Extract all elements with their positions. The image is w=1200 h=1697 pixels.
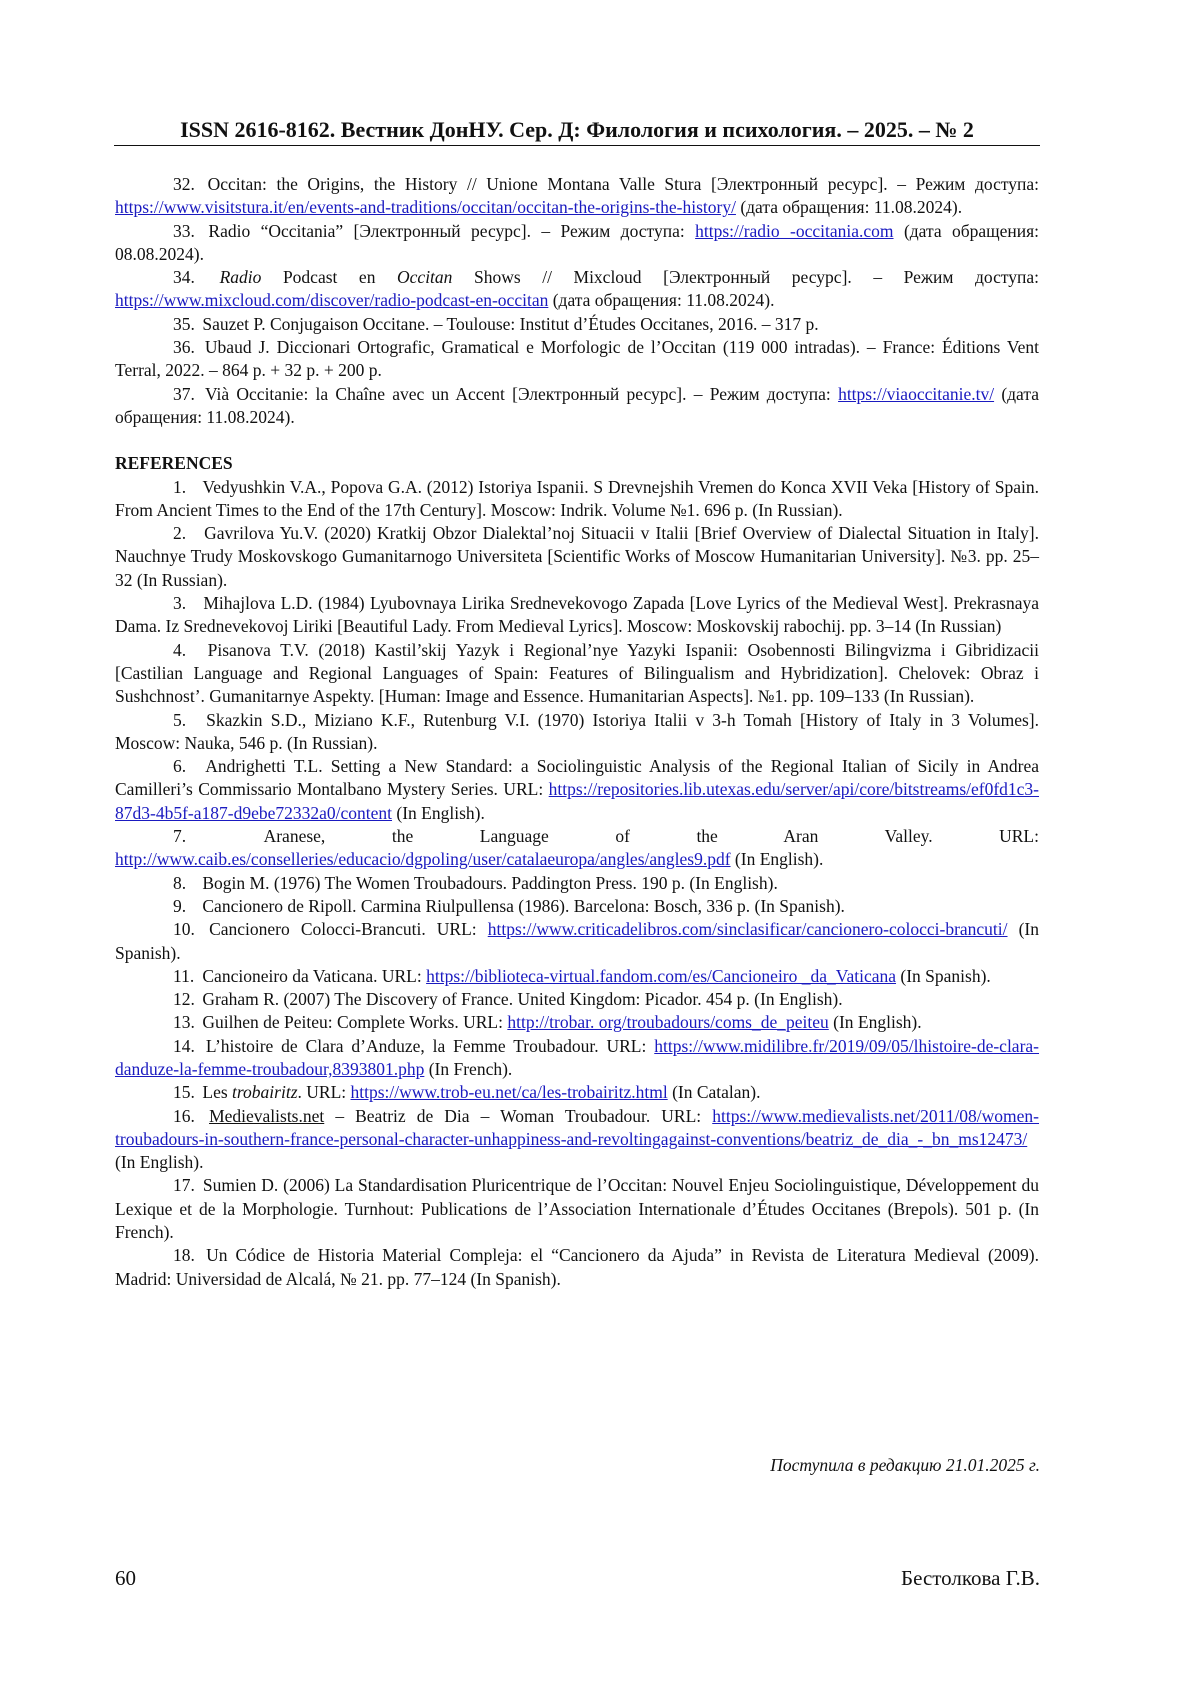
reference-entry: 7. Aranese, the Language of the Aran Valley. URL: http://www.caib.es/conselleries/educacio/dgpoling/user/catalaeuropa/angles/angles9.pdf (In English). <box>115 826 1039 870</box>
journal-header: ISSN 2616-8162. Вестник ДонНУ. Сер. Д: Филология и психология. – 2025. – № 2 <box>114 116 1040 146</box>
page-content <box>115 173 1039 1291</box>
reference-link[interactable]: https://repositories.lib.utexas.edu/server/api/core/bitstreams/ef0fd1c3-87d3-4b5f-a187-d9ebe72332a0/content <box>115 779 1040 823</box>
reference-entry: 14. L’histoire de Clara d’Anduze, la Femme Troubadour. URL: https://www.midilibre.fr/2019/09/05/lhistoire-de-clara-danduze-la-femme-troubadour,8393801.php (In French). <box>115 1035 1040 1079</box>
reference-entry: 10. Cancionero Colocci-Brancuti. URL: https://www.criticadelibros.com/sinclasificar/cancionero-colocci-brancuti/ (In Spanish). <box>115 919 1039 963</box>
source-link[interactable]: https://radio -occitania.com <box>695 220 894 241</box>
reference-entry: 9. Cancionero de Ripoll. Carmina Riulpullensa (1986). Barcelona: Bosch, 336 p. (In Spanish). <box>173 895 845 916</box>
reference-entry: 5. Skazkin S.D., Miziano K.F., Rutenburg V.I. (1970) Istoriya Italii v 3-h Tomah [History of Italy in 3 Volumes]. Moscow: Nauka, 546 p. (In Russian). <box>115 709 1039 753</box>
reference-entry: 13. Guilhen de Peiteu: Complete Works. URL: http://trobar. org/troubadours/coms_de_peiteu (In English). <box>173 1012 922 1033</box>
source-entry: 37. Vià Occitanie: la Chaîne avec un Accent [Электронный ресурс]. – Режим доступа: https://viaoccitanie.tv/ (дата обращения: 11.08.2024). <box>115 383 1040 427</box>
reference-entry: 18. Un Códice de Historia Material Compleja: el “Cancionero da Ajuda” in Revista de Literatura Medieval (2009). Madrid: Universidad de Alcalá, № 21. pp. 77–124 (In Spanish). <box>115 1245 1040 1289</box>
received-date: Поступила в редакцию 21.01.2025 г. <box>770 1455 1040 1475</box>
reference-link[interactable]: https://biblioteca-virtual.fandom.com/es/Cancioneiro _da_Vaticana <box>426 965 897 986</box>
source-entry: 35. Sauzet P. Conjugaison Occitane. – Toulouse: Institut d’Études Occitanes, 2016. – 317 p. <box>173 313 819 334</box>
reference-link[interactable]: https://www.medievalists.net/2011/08/women-troubadours-in-southern-france-personal-character-unhappiness-and-revoltingagainst-conventions/beatriz_de_dia_-_bn_ms12473/ <box>115 1105 1040 1149</box>
reference-entry: 2. Gavrilova Yu.V. (2020) Kratkij Obzor Dialektal’noj Situacii v Italii [Brief Overview of Dialectal Situation in Italy]. Nauchnye Trudy Moskovskogo Gumanitarnogo Universiteta [Scientific Works of Moscow Humanitarian University]. №3. pp. 25–32 (In Russian). <box>115 523 1039 590</box>
reference-entry: 16. Medievalists.net – Beatriz de Dia – Woman Troubadour. URL: https://www.medievalists.net/2011/08/women-troubadours-in-southern-france-personal-character-unhappiness-and-revoltingagainst-conventions/beatriz_de_dia_-_bn_ms12473/ (In English). <box>115 1105 1040 1173</box>
medievalists-link[interactable]: Medievalists.net <box>209 1105 325 1126</box>
reference-link[interactable]: http://trobar. org/troubadours/coms_de_peiteu <box>507 1012 829 1033</box>
reference-link[interactable]: https://www.midilibre.fr/2019/09/05/lhistoire-de-clara-danduze-la-femme-troubadour,8393801.php <box>115 1035 1040 1079</box>
source-entry: 34. Radio Podcast en Occitan Shows // Mixcloud [Электронный ресурс]. – Режим доступа: https://www.mixcloud.com/discover/radio-podcast-en-occitan (дата обращения: 11.08.2024). <box>115 267 1040 311</box>
reference-entry: 17. Sumien D. (2006) La Standardisation Pluricentrique de l’Occitan: Nouvel Enjeu Sociolinguistique, Développement du Lexique et de la Morphologie. Turnhout: Publications de l’Association Internationale d’Études Occitanes (Brepols). 501 p. (In French). <box>115 1175 1040 1243</box>
source-entry: 36. Ubaud J. Diccionari Ortografic, Gramatical e Morfologic de l’Occitan (119 000 intradas). – France: Éditions Vent Terral, 2022. – 864 p. + 32 p. + 200 p. <box>115 337 1039 381</box>
reference-link[interactable]: http://www.caib.es/conselleries/educacio/dgpoling/user/catalaeuropa/angles/angles9.pdf <box>115 849 731 870</box>
page-number: 60 <box>115 1566 136 1590</box>
reference-entry: 8. Bogin M. (1976) The Women Troubadours. Paddington Press. 190 p. (In English). <box>173 872 778 893</box>
source-link[interactable]: https://viaoccitanie.tv/ <box>838 383 995 404</box>
reference-entry: 15. Les trobairitz. URL: https://www.trob-eu.net/ca/les-trobairitz.html (In Catalan). <box>173 1082 761 1103</box>
reference-entry: 3. Mihajlova L.D. (1984) Lyubovnaya Lirika Srednevekovogo Zapada [Love Lyrics of the Medieval West]. Prekrasnaya Dama. Iz Srednevekovoj Liriki [Beautiful Lady. From Medieval Lyrics]. Moscow: Moskovskij rabochij. pp. 3–14 (In Russian) <box>115 593 1039 637</box>
reference-entry: 6. Andrighetti T.L. Setting a New Standard: a Sociolinguistic Analysis of the Regional Italian of Sicily in Andrea Camilleri’s Commissario Montalbano Mystery Series. URL: https://repositories.lib.utexas.edu/server/api/core/bitstreams/ef0fd1c3-87d3-4b5f-a187-d9ebe72332a0/content (In English). <box>115 756 1040 823</box>
source-link[interactable]: https://www.visitstura.it/en/events-and-traditions/occitan/occitan-the-origins-the-history/ <box>115 197 736 218</box>
source-entry: 32. Occitan: the Origins, the History // Unione Montana Valle Stura [Электронный ресурс]. – Режим доступа: https://www.visitstura.it/en/events-and-traditions/occitan/occitan-the-origins-the-history/ (дата обращения: 11.08.2024). <box>115 174 1039 218</box>
footer-author: Бестолкова Г.В. <box>901 1566 1040 1590</box>
reference-entry: 4. Pisanova T.V. (2018) Kastil’skij Yazyk i Regional’nye Yazyki Ispanii: Osobennosti Bilingvizma i Gibridizacii [Castilian Language and Regional Languages of Spain: Features of Bilingualism and Hybridization]. Chelovek: Obraz i Sushchnost’. Gumanitarnye Aspekty. [Human: Image and Essence. Humanitarian Aspects]. №1. pp. 109–133 (In Russian). <box>115 639 1039 707</box>
reference-link[interactable]: https://www.criticadelibros.com/sinclasificar/cancionero-colocci-brancuti/ <box>487 919 1008 940</box>
source-entry: 33. Radio “Occitania” [Электронный ресурс]. – Режим доступа: https://radio -occitania.com (дата обращения: 08.08.2024). <box>115 220 1040 264</box>
references-heading: REFERENCES <box>115 453 233 474</box>
reference-entry: 11. Cancioneiro da Vaticana. URL: https://biblioteca-virtual.fandom.com/es/Cancioneiro _da_Vaticana (In Spanish). <box>173 965 991 986</box>
reference-entry: 12. Graham R. (2007) The Discovery of France. United Kingdom: Picador. 454 p. (In English). <box>173 989 843 1010</box>
source-link[interactable]: https://www.mixcloud.com/discover/radio-podcast-en-occitan <box>115 290 549 311</box>
reference-link[interactable]: https://www.trob-eu.net/ca/les-trobairitz.html <box>350 1082 668 1103</box>
reference-entry: 1. Vedyushkin V.A., Popova G.A. (2012) Istoriya Ispanii. S Drevnejshih Vremen do Konca XVII Veka [History of Spain. From Ancient Times to the End of the 17th Century]. Moscow: Indrik. Volume №1. 696 p. (In Russian). <box>115 476 1039 520</box>
